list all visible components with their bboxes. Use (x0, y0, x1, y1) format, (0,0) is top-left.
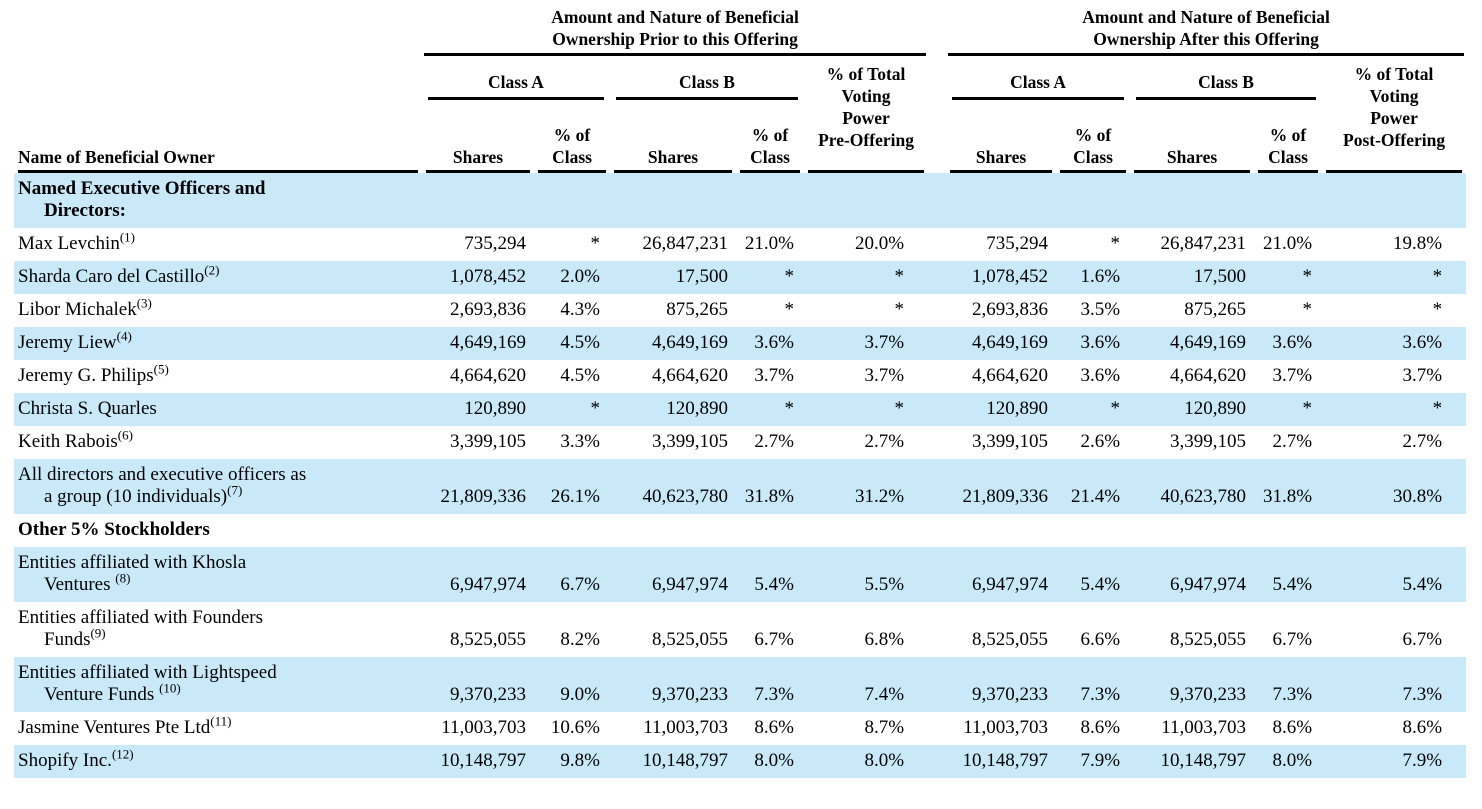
group-gap (928, 0, 946, 56)
group-gap-cell (928, 426, 946, 459)
group-gap-cell (928, 712, 946, 745)
owner-name-cell (14, 712, 422, 745)
voting-power-post: * (1322, 261, 1466, 294)
class-b-pct-after: 5.4% (1254, 547, 1322, 602)
class-b-shares-after: 4,649,169 (1130, 327, 1254, 360)
class-b-shares-after: 8,525,055 (1170, 629, 1247, 650)
class-a-shares-after: 2,693,836 (972, 299, 1049, 320)
class-b-pct-after (1254, 173, 1322, 228)
class-b-pct-prior: 8.0% (736, 745, 804, 778)
class-b-pct-after: 31.8% (1254, 459, 1322, 514)
table-row (14, 745, 1466, 778)
footnote-ref: (8) (115, 570, 131, 586)
shares-header-class-a-after: Shares (946, 100, 1056, 173)
class-a-shares-after: 6,947,974 (946, 547, 1056, 602)
table-body (14, 173, 1466, 778)
class-a-pct-prior: * (534, 393, 610, 426)
footnote-ref: (2) (204, 262, 220, 278)
owner-line1: Entities affiliated with Founders (18, 607, 264, 628)
table-row (14, 294, 1466, 327)
shares-header-class-a-prior: Shares (422, 100, 534, 173)
group-gap-cell (928, 261, 946, 294)
owner-line2: a group (10 individuals)$^{(7)}$ (44, 482, 243, 507)
owner-line1: Entities affiliated with Lightspeed (18, 662, 277, 683)
owner-line1: Entities affiliated with Khosla (18, 552, 247, 573)
class-b-pct-after: * (1302, 299, 1313, 320)
class-b-pct-after: 7.3% (1254, 657, 1322, 712)
group-gap-cell (928, 173, 946, 228)
class-b-shares-prior: 3,399,105 (652, 431, 728, 452)
voting-power-post: * (1322, 393, 1466, 426)
class-b-pct-prior (736, 173, 804, 228)
table-row (14, 327, 1466, 360)
owner-line2: Funds$^{(9)}$ (44, 625, 106, 650)
name-column-header: Name of Beneficial Owner (14, 0, 422, 173)
class-b-pct-prior: 31.8% (736, 459, 804, 514)
voting-power-pre-offering-header: % of Total Voting Power Pre-Offering (804, 56, 928, 173)
class-b-pct-prior: 5.4% (736, 547, 804, 602)
class-a-shares-after: 21,809,336 (946, 459, 1056, 514)
class-a-shares-prior: 4,649,169 (422, 327, 534, 360)
owner-line1: Max Levchin (18, 233, 120, 254)
owner-line2: Ventures $^{(8)}$ (44, 570, 131, 595)
table-row (14, 602, 1466, 657)
voting-power-pre: 3.7% (804, 327, 928, 360)
class-a-pct-after: 7.3% (1056, 657, 1130, 712)
class-b-shares-after (1130, 173, 1254, 228)
group-header-after-text: Amount and Nature of Beneficial Ownership After this Offering (948, 6, 1464, 56)
class-a-shares-prior: 4,664,620 (450, 365, 526, 386)
footnote-ref: (12) (111, 746, 134, 762)
class-b-pct-after: 8.0% (1254, 745, 1322, 778)
group-header-prior-offering (422, 0, 928, 56)
class-a-shares-after: 120,890 (946, 393, 1056, 426)
voting-power-post: 19.8% (1392, 233, 1443, 254)
pct-class-header-class-b-prior: % of Class (736, 100, 804, 173)
table-row (14, 459, 1466, 514)
voting-power-pre: 8.7% (864, 717, 905, 738)
class-a-shares-after: 735,294 (986, 233, 1049, 254)
group-gap-cell (928, 327, 946, 360)
voting-power-pre: * (894, 299, 905, 320)
group-gap-cell (928, 459, 946, 514)
owner-name-cell (14, 360, 422, 393)
class-b-pct-after: 21.0% (1262, 233, 1313, 254)
footnote-ref: (6) (117, 427, 133, 443)
voting-power-pre: 7.4% (804, 657, 928, 712)
class-b-shares-after (1130, 514, 1254, 547)
owner-name-cell (14, 602, 422, 657)
class-b-shares-after: 40,623,780 (1130, 459, 1254, 514)
shares-header-class-b-after: Shares (1130, 100, 1254, 173)
pct-class-header-class-a-prior: % of Class (534, 100, 610, 173)
class-a-shares-prior (422, 514, 534, 547)
class-b-pct-after: * (1254, 393, 1322, 426)
class-b-shares-prior: 10,148,797 (610, 745, 736, 778)
group-header-after-offering (946, 0, 1466, 56)
class-a-pct-prior: * (590, 233, 600, 254)
class-b-header-after: Class B (1130, 56, 1322, 100)
class-a-shares-prior: 10,148,797 (422, 745, 534, 778)
class-a-pct-after: * (1110, 233, 1121, 254)
class-a-header-prior: Class A (422, 56, 610, 100)
group-gap-cell (928, 547, 946, 602)
class-b-shares-after: 120,890 (1130, 393, 1254, 426)
owner-line2: Directors: (44, 200, 126, 221)
class-a-pct-after: 2.6% (1080, 431, 1121, 452)
voting-power-post: 3.7% (1402, 365, 1443, 386)
class-b-pct-prior: 6.7% (754, 629, 794, 650)
class-a-pct-after (1056, 173, 1130, 228)
owner-name-cell (14, 294, 422, 327)
class-a-pct-prior (534, 514, 610, 547)
table-row (14, 261, 1466, 294)
class-a-shares-prior: 3,399,105 (450, 431, 526, 452)
class-b-shares-after: 6,947,974 (1130, 547, 1254, 602)
beneficial-ownership-table (14, 0, 1466, 778)
group-gap-cell (928, 514, 946, 547)
class-a-pct-after: 5.4% (1056, 547, 1130, 602)
class-b-shares-prior: 8,525,055 (652, 629, 728, 650)
class-a-shares-after: 3,399,105 (972, 431, 1049, 452)
class-a-shares-prior: 21,809,336 (422, 459, 534, 514)
class-b-shares-after: 4,664,620 (1170, 365, 1247, 386)
voting-power-pre: 3.7% (864, 365, 905, 386)
table-row (14, 173, 1466, 228)
voting-power-post: * (1432, 299, 1443, 320)
table-row (14, 657, 1466, 712)
class-a-pct-after (1056, 514, 1130, 547)
footnote-ref: (11) (210, 713, 232, 729)
class-b-shares-prior (610, 173, 736, 228)
class-a-pct-after: * (1056, 393, 1130, 426)
class-b-pct-prior: 2.7% (754, 431, 794, 452)
class-a-shares-prior: 6,947,974 (422, 547, 534, 602)
class-b-pct-after: * (1254, 261, 1322, 294)
class-a-pct-after: 1.6% (1056, 261, 1130, 294)
class-b-pct-prior: 7.3% (736, 657, 804, 712)
class-a-pct-after: 6.6% (1080, 629, 1121, 650)
class-b-pct-after: 3.7% (1272, 365, 1313, 386)
owner-line1: Libor Michalek (18, 299, 137, 320)
class-a-shares-prior: 9,370,233 (422, 657, 534, 712)
voting-power-post: 7.9% (1322, 745, 1466, 778)
class-a-pct-prior: 4.5% (560, 365, 600, 386)
table-row (14, 514, 1466, 547)
owner-name-cell (14, 745, 422, 778)
class-a-pct-prior: 9.0% (534, 657, 610, 712)
pct-class-header-class-b-after: % of Class (1254, 100, 1322, 173)
class-a-shares-prior: 120,890 (422, 393, 534, 426)
voting-power-post: 3.6% (1322, 327, 1466, 360)
voting-power-pre: 8.0% (804, 745, 928, 778)
class-a-pct-after: 21.4% (1056, 459, 1130, 514)
owner-name-cell (14, 657, 422, 712)
class-b-shares-prior: 6,947,974 (610, 547, 736, 602)
group-gap-cell (928, 602, 946, 657)
class-a-pct-prior: 6.7% (534, 547, 610, 602)
footnote-ref: (3) (136, 295, 152, 311)
owner-line1: Sharda Caro del Castillo (18, 266, 205, 287)
class-a-pct-prior: 4.3% (560, 299, 600, 320)
voting-power-post: 7.3% (1322, 657, 1466, 712)
group-header-prior-text: Amount and Nature of Beneficial Ownership Prior to this Offering (424, 6, 926, 56)
owner-name-cell (14, 459, 422, 514)
owner-name-cell (14, 514, 422, 547)
owner-name-cell (14, 228, 422, 261)
class-b-pct-prior (736, 514, 804, 547)
voting-power-post: 2.7% (1402, 431, 1443, 452)
class-a-shares-after: 8,525,055 (972, 629, 1049, 650)
class-a-shares-prior: 8,525,055 (450, 629, 526, 650)
voting-power-post: 8.6% (1402, 717, 1443, 738)
class-b-shares-prior (610, 514, 736, 547)
voting-power-pre (804, 173, 928, 228)
voting-power-post (1322, 514, 1466, 547)
owner-line1: Christa S. Quarles (18, 398, 157, 419)
class-b-header-prior: Class B (610, 56, 804, 100)
group-gap-cell (928, 294, 946, 327)
class-a-shares-after (946, 514, 1056, 547)
owner-line1: Jasmine Ventures Pte Ltd (18, 717, 211, 738)
owner-line1: Jeremy Liew (18, 332, 117, 353)
class-b-pct-prior: * (736, 261, 804, 294)
owner-line1: Named Executive Officers and (18, 178, 266, 199)
owner-name-cell (14, 547, 422, 602)
class-b-shares-after: 9,370,233 (1130, 657, 1254, 712)
class-b-shares-after: 17,500 (1130, 261, 1254, 294)
class-a-shares-prior: 2,693,836 (450, 299, 526, 320)
owner-line1: Other 5% Stockholders (18, 519, 210, 540)
class-a-shares-prior: 735,294 (464, 233, 526, 254)
table-row (14, 360, 1466, 393)
class-a-shares-prior (422, 173, 534, 228)
footnote-ref: (5) (153, 361, 169, 377)
group-gap-cell (928, 228, 946, 261)
owner-line1: Keith Rabois (18, 431, 118, 452)
voting-power-pre: 5.5% (804, 547, 928, 602)
voting-power-pre: * (804, 393, 928, 426)
class-a-shares-after: 4,649,169 (946, 327, 1056, 360)
table-row (14, 393, 1466, 426)
owner-line1: All directors and executive officers as (18, 464, 307, 485)
voting-power-pre: * (804, 261, 928, 294)
class-a-pct-prior: 2.0% (534, 261, 610, 294)
table-row (14, 228, 1466, 261)
class-a-shares-after: 9,370,233 (946, 657, 1056, 712)
voting-power-post-offering-header: % of Total Voting Power Post-Offering (1322, 56, 1466, 173)
class-a-header-after: Class A (946, 56, 1130, 100)
voting-power-post (1322, 173, 1466, 228)
class-a-shares-after (946, 173, 1056, 228)
table-row (14, 712, 1466, 745)
class-a-pct-prior: 4.5% (534, 327, 610, 360)
class-a-pct-prior: 9.8% (534, 745, 610, 778)
voting-power-post: 5.4% (1322, 547, 1466, 602)
class-b-pct-after: 2.7% (1272, 431, 1313, 452)
class-a-pct-prior: 26.1% (534, 459, 610, 514)
owner-line1: Shopify Inc. (18, 750, 112, 771)
voting-power-post: 6.7% (1402, 629, 1443, 650)
class-a-shares-prior: 1,078,452 (422, 261, 534, 294)
class-b-pct-prior: 3.7% (754, 365, 794, 386)
class-a-pct-after: 7.9% (1056, 745, 1130, 778)
class-b-shares-prior: 40,623,780 (610, 459, 736, 514)
group-gap (928, 56, 946, 173)
class-b-pct-after: 6.7% (1272, 629, 1313, 650)
class-b-shares-prior: 11,003,703 (643, 717, 728, 738)
table-row (14, 426, 1466, 459)
class-a-shares-after: 10,148,797 (946, 745, 1056, 778)
class-b-pct-prior: 8.6% (754, 717, 794, 738)
owner-name-cell (14, 261, 422, 294)
group-gap-cell (928, 657, 946, 712)
class-b-pct-after: 3.6% (1254, 327, 1322, 360)
class-b-shares-after: 875,265 (1184, 299, 1247, 320)
class-b-shares-prior: 4,664,620 (652, 365, 728, 386)
class-b-shares-after: 11,003,703 (1161, 717, 1247, 738)
owner-name-cell (14, 327, 422, 360)
group-gap-cell (928, 360, 946, 393)
class-b-shares-prior: 17,500 (610, 261, 736, 294)
class-b-shares-prior: 120,890 (610, 393, 736, 426)
voting-power-pre: 31.2% (804, 459, 928, 514)
owner-line1: Jeremy G. Philips (18, 365, 154, 386)
class-b-pct-after: 8.6% (1272, 717, 1313, 738)
class-a-pct-after: 3.6% (1056, 327, 1130, 360)
shares-header-class-b-prior: Shares (610, 100, 736, 173)
voting-power-pre: 20.0% (854, 233, 905, 254)
class-b-shares-after: 10,148,797 (1130, 745, 1254, 778)
voting-power-post: 30.8% (1322, 459, 1466, 514)
group-gap-cell (928, 393, 946, 426)
class-a-shares-prior: 11,003,703 (441, 717, 526, 738)
class-b-shares-prior: 26,847,231 (642, 233, 728, 254)
voting-power-pre (804, 514, 928, 547)
class-b-pct-prior: * (784, 299, 794, 320)
owner-line2: Venture Funds $^{(10)}$ (44, 680, 181, 705)
class-a-shares-after: 4,664,620 (972, 365, 1049, 386)
class-b-shares-prior: 9,370,233 (610, 657, 736, 712)
class-b-pct-after (1254, 514, 1322, 547)
class-a-pct-after: 3.5% (1080, 299, 1121, 320)
footnote-ref: (4) (116, 328, 132, 344)
owner-name-cell (14, 426, 422, 459)
class-a-pct-prior: 10.6% (550, 717, 600, 738)
pct-class-header-class-a-after: % of Class (1056, 100, 1130, 173)
class-b-pct-prior: 21.0% (744, 233, 794, 254)
class-b-shares-after: 26,847,231 (1160, 233, 1247, 254)
class-a-pct-after: 8.6% (1080, 717, 1121, 738)
voting-power-pre: 2.7% (864, 431, 905, 452)
class-a-pct-prior (534, 173, 610, 228)
voting-power-pre: 6.8% (864, 629, 905, 650)
footnote-ref: (10) (159, 680, 181, 696)
owner-name-cell (14, 393, 422, 426)
class-a-pct-prior: 3.3% (560, 431, 600, 452)
class-b-pct-prior: * (736, 393, 804, 426)
class-b-shares-after: 3,399,105 (1170, 431, 1247, 452)
class-a-shares-after: 1,078,452 (946, 261, 1056, 294)
footnote-ref: (7) (227, 482, 243, 498)
class-b-shares-prior: 875,265 (666, 299, 728, 320)
group-gap-cell (928, 745, 946, 778)
class-a-pct-after: 3.6% (1080, 365, 1121, 386)
class-b-shares-prior: 4,649,169 (610, 327, 736, 360)
class-b-pct-prior: 3.6% (736, 327, 804, 360)
footnote-ref: (1) (119, 229, 135, 245)
class-a-shares-after: 11,003,703 (963, 717, 1049, 738)
owner-name-cell (14, 173, 422, 228)
class-a-pct-prior: 8.2% (560, 629, 600, 650)
table-row (14, 547, 1466, 602)
footnote-ref: (9) (90, 625, 106, 641)
